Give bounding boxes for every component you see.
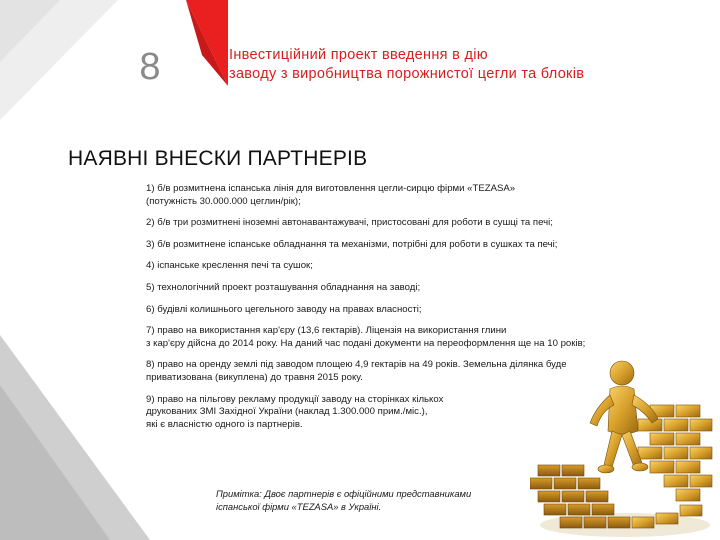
contribution-line: 1) б/в розмитнена іспанська лінія для виготовлення цегли-сирцю фірми «TEZASA»	[146, 183, 516, 194]
note-line-2: іспанської фірми «TEZASA» в Україні.	[216, 500, 382, 512]
contribution-line: 2) б/в три розмитнені іноземні автонавантажувачі, пристосовані для роботи в сушці та печі;	[146, 217, 553, 229]
contribution-line: 6) будівлі колишнього цегельного заводу на правах власності;	[146, 303, 422, 315]
contribution-item	[146, 183, 666, 208]
slide-number: 8	[139, 46, 161, 88]
contribution-item	[146, 239, 666, 252]
contribution-item	[146, 304, 666, 317]
header-title-line-1: Інвестиційний проект введення в дію	[229, 47, 488, 63]
header-title-line-2: заводу з виробництва порожнистої цегли та блоків	[229, 66, 585, 82]
golden-builder-illustration-icon	[530, 345, 720, 540]
contribution-line: 5) технологічний проект розташування обладнання на заводі;	[146, 281, 421, 293]
note	[216, 488, 546, 513]
contribution-line: (потужність 30.000.000 цеглин/рік);	[146, 195, 301, 207]
contribution-line: друкованих ЗМІ Західної України (наклад 1.300.000 прим./міс.),	[146, 406, 428, 418]
bottom-left-gray-band-inner	[0, 385, 110, 540]
contribution-line: 3) б/в розмитнене іспанське обладнання та механізми, потрібні для роботи в сушках та печі;	[146, 238, 558, 250]
contribution-line: які є власністю одного із партнерів.	[146, 418, 303, 430]
section-heading: НАЯВНІ ВНЕСКИ ПАРТНЕРІВ	[68, 147, 368, 170]
note-line-1: Примітка: Двоє партнерів є офіційними представниками	[216, 488, 472, 499]
contribution-line: 9) право на пільгову рекламу продукції заводу на сторінках кількох	[146, 393, 444, 405]
contribution-item	[146, 282, 666, 295]
header-title	[229, 46, 649, 84]
contribution-item	[146, 217, 666, 230]
contribution-line: 7) право на використання кар'єру (13,6 гектарів). Ліцензія на використання глини	[146, 325, 507, 337]
contribution-line: 4) іспанське креслення печі та сушок;	[146, 260, 313, 272]
contribution-line: приватизована (викуплена) до травня 2015 року.	[146, 371, 363, 383]
contribution-item	[146, 260, 666, 273]
contribution-line: з кар'єру дійсна до 2014 року. На даний час подані документи на переоформлення ще на 10 років;	[146, 337, 586, 349]
contribution-line: 8) право на оренду землі під заводом площею 4,9 гектарів на 49 років. Земельна ділянка буде	[146, 359, 567, 371]
